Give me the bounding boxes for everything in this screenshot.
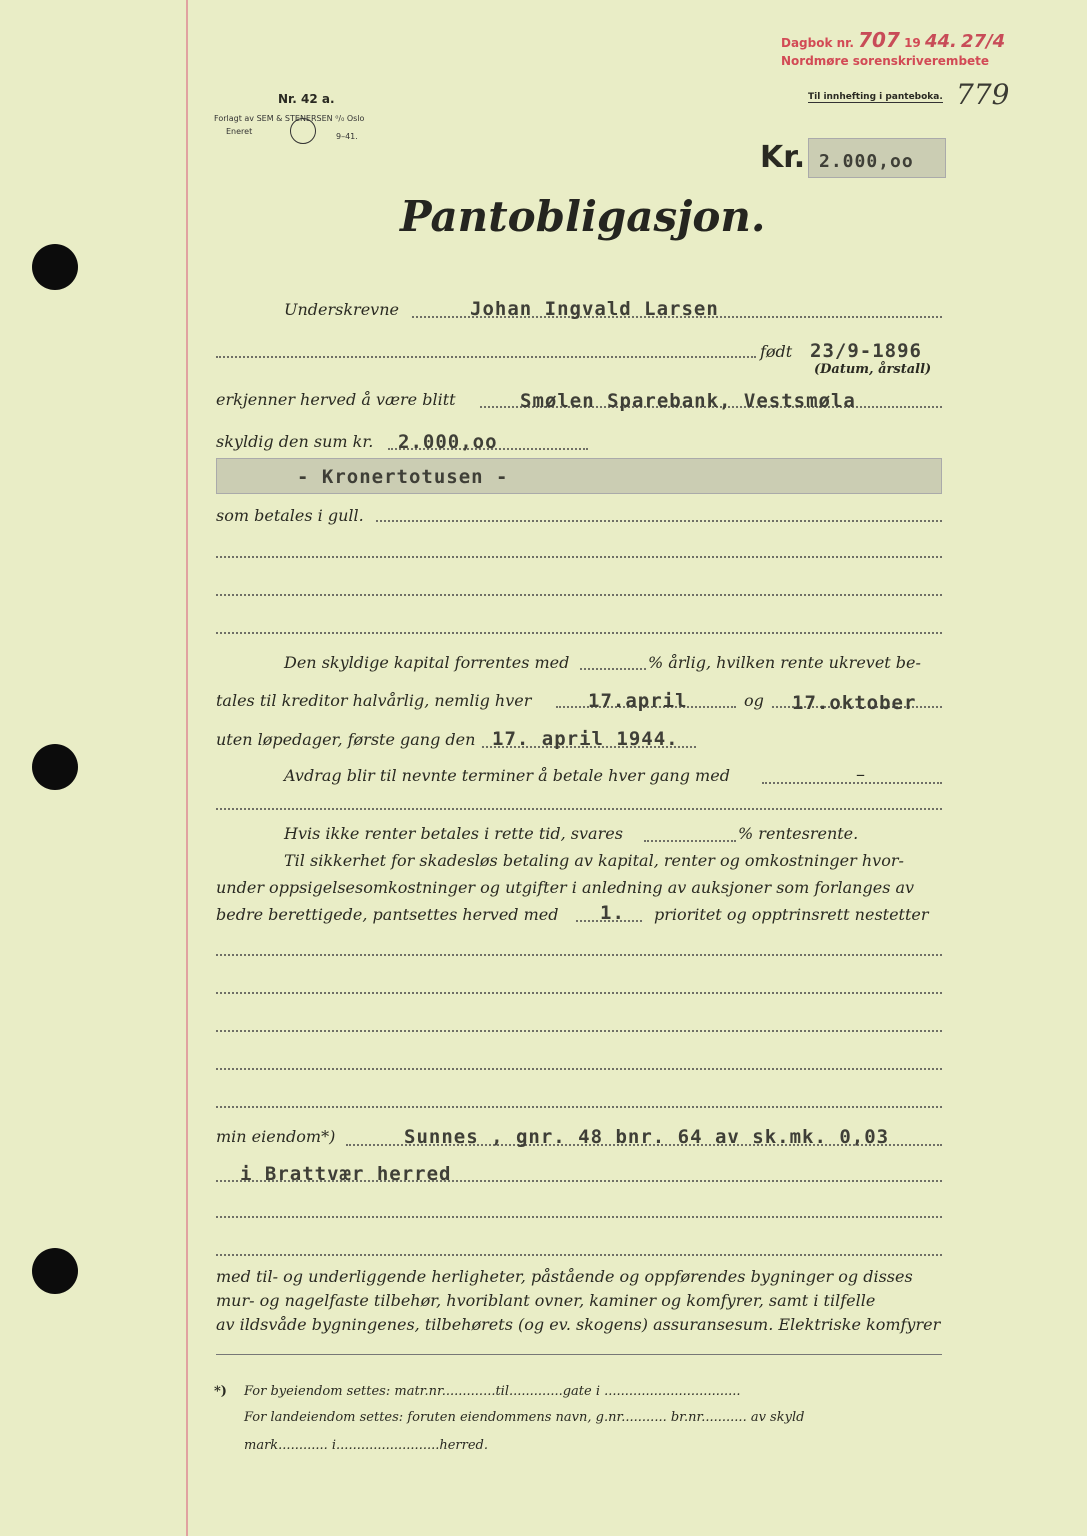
gold-label: som betales i gull. bbox=[216, 506, 364, 525]
property-value-line1: Sunnes , gnr. 48 bnr. 64 av sk.mk. 0,03 bbox=[404, 1126, 890, 1148]
footnote-line2: For landeiendom settes: foruten eiendommens navn, g.nr........... br.nr........... av skyld bbox=[244, 1410, 805, 1425]
punch-hole-middle bbox=[32, 744, 78, 790]
born-value: 23/9-1896 bbox=[810, 340, 922, 362]
interest-line2-a: tales til kreditor halvårlig, nemlig hver bbox=[216, 691, 532, 710]
born-blank-line bbox=[216, 356, 756, 358]
amount-value: 2.000,oo bbox=[819, 151, 914, 172]
blank-line-3 bbox=[216, 632, 942, 634]
blank-line-9 bbox=[216, 1106, 942, 1108]
blank-line-7 bbox=[216, 1030, 942, 1032]
interest-date1: 17.april bbox=[588, 690, 688, 712]
security-line4-b: prioritet og opptrinsrett nestetter bbox=[654, 905, 929, 924]
rentesrente-line bbox=[644, 840, 736, 842]
property-label: min eiendom*) bbox=[216, 1127, 336, 1146]
avdrag-value: – bbox=[856, 764, 865, 785]
born-hint: (Datum, årstall) bbox=[814, 362, 932, 377]
punch-hole-bottom bbox=[32, 1248, 78, 1294]
blank-line-4 bbox=[216, 808, 942, 810]
stamp-date: 27/4 bbox=[961, 31, 1006, 52]
page-number: 779 bbox=[956, 78, 1010, 111]
appurtenances-line3: av ildsvåde bygningenes, tilbehørets (og ev. skogens) assuransesum. Elektriske komfyrer bbox=[216, 1315, 941, 1334]
born-label: født bbox=[760, 342, 793, 361]
debt-label: skyldig den sum kr. bbox=[216, 432, 374, 451]
blank-line-8 bbox=[216, 1068, 942, 1070]
form-number: Nr. 42 a. bbox=[278, 92, 335, 106]
stamp-year-prefix: 19 bbox=[904, 36, 921, 50]
interest-line3-a: uten løpedager, første gang den bbox=[216, 730, 476, 749]
creditor-value: Smølen Sparebank, Vestsmøla bbox=[520, 390, 856, 412]
stamp-line1 bbox=[781, 28, 1005, 52]
form-eneret: Eneret bbox=[226, 127, 253, 136]
avdrag-line bbox=[762, 782, 942, 784]
interest-line1-b: % årlig, hvilken rente ukrevet be- bbox=[648, 653, 921, 672]
stamp-dagbok-label: Dagbok nr. bbox=[781, 36, 854, 50]
blank-line-1 bbox=[216, 556, 942, 558]
debt-words-box bbox=[216, 458, 942, 494]
security-line1-b: % rentesrente. bbox=[738, 824, 859, 843]
form-publisher: Forlagt av SEM & STENERSEN ⁰/₀ Oslo bbox=[214, 114, 365, 123]
blank-line-10 bbox=[216, 1216, 942, 1218]
security-line3: under oppsigelsesomkostninger og utgifter i anledning av auksjoner som forlanges av bbox=[216, 878, 915, 897]
priority-value: 1. bbox=[600, 902, 625, 924]
blank-line-11 bbox=[216, 1254, 942, 1256]
amount-label: Kr. bbox=[760, 140, 806, 175]
blank-line-5 bbox=[216, 954, 942, 956]
property-value-line2: i Brattvær herred bbox=[240, 1163, 452, 1185]
registration-note: Til innhefting i panteboka. bbox=[808, 92, 943, 102]
form-edition: 9–41. bbox=[336, 132, 358, 141]
avdrag-text: Avdrag blir til nevnte terminer å betale hver gang med bbox=[284, 766, 730, 785]
footnote-line1: For byeiendom settes: matr.nr.............til.............gate i ................................. bbox=[244, 1384, 741, 1399]
punch-hole-top bbox=[32, 244, 78, 290]
interest-line1-a: Den skyldige kapital forrentes med bbox=[284, 653, 570, 672]
footnote-line3: mark............ i.........................herred. bbox=[244, 1438, 488, 1453]
blank-line-2 bbox=[216, 594, 942, 596]
blank-line-6 bbox=[216, 992, 942, 994]
interest-og: og bbox=[744, 691, 764, 710]
debt-words: - Kronertotusen - bbox=[297, 466, 509, 488]
interest-rate-line bbox=[580, 668, 646, 670]
stamp-year: 44. bbox=[924, 31, 957, 52]
interest-date2: 17.oktober bbox=[792, 692, 917, 714]
undersigned-value: Johan Ingvald Larsen bbox=[470, 298, 719, 320]
security-line1-a: Hvis ikke renter betales i rette tid, svares bbox=[284, 824, 623, 843]
appurtenances-line1: med til- og underliggende herligheter, påstående og oppførendes bygninger og disses bbox=[216, 1267, 913, 1286]
security-line4-a: bedre berettigede, pantsettes herved med bbox=[216, 905, 559, 924]
undersigned-label: Underskrevne bbox=[284, 300, 399, 319]
stamp-line2: Nordmøre sorenskriverembete bbox=[781, 54, 990, 68]
margin-line bbox=[186, 0, 188, 1536]
interest-first-date: 17. april 1944. bbox=[492, 728, 679, 750]
publisher-logo-icon bbox=[290, 118, 316, 144]
amount-box bbox=[808, 138, 946, 178]
document-title: Pantobligasjon. bbox=[400, 192, 766, 241]
gold-line bbox=[376, 520, 942, 522]
footnote-divider bbox=[216, 1354, 942, 1355]
appurtenances-line2: mur- og nagelfaste tilbehør, hvoriblant ovner, kaminer og komfyrer, samt i tilfelle bbox=[216, 1291, 876, 1310]
security-line2: Til sikkerhet for skadesløs betaling av kapital, renter og omkostninger hvor- bbox=[284, 851, 904, 870]
debt-value: 2.000,oo bbox=[398, 431, 498, 453]
creditor-label: erkjenner herved å være blitt bbox=[216, 390, 456, 409]
stamp-dagbok-number: 707 bbox=[858, 28, 900, 52]
footnote-star: *) bbox=[214, 1384, 227, 1399]
